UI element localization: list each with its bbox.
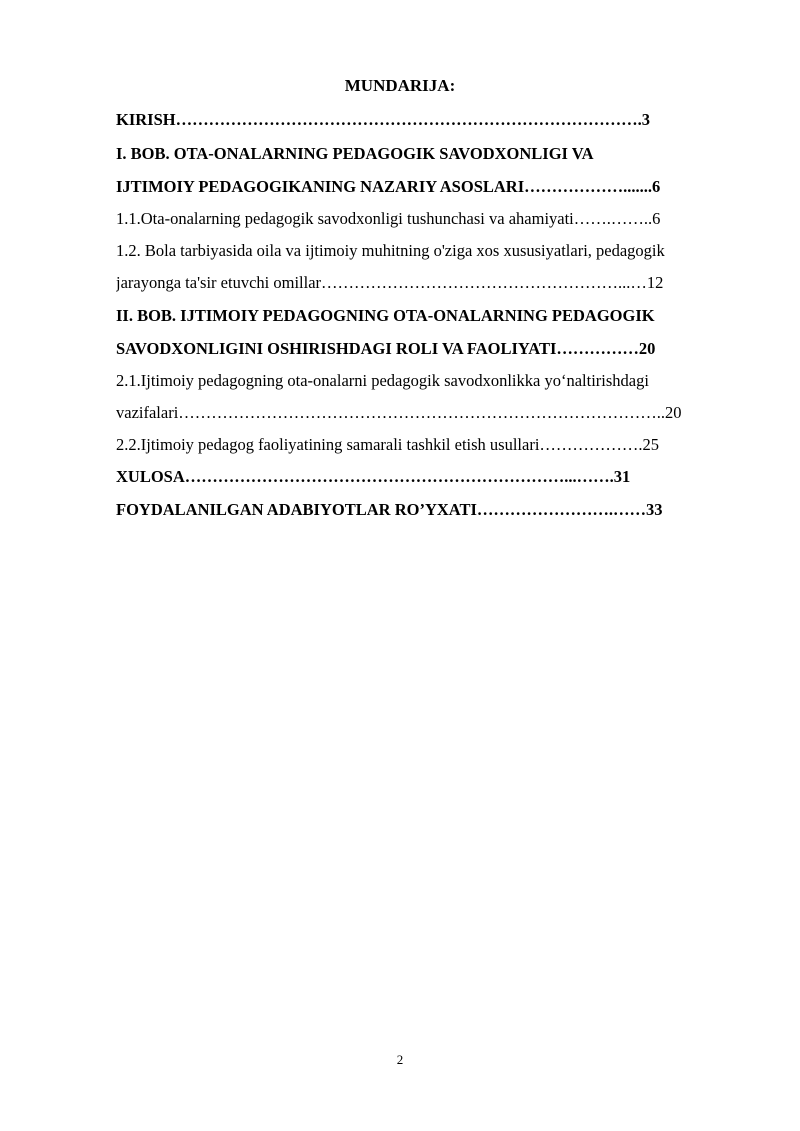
toc-entry-chapter-1-line-1: I. BOB. OTA-ONALARNING PEDAGOGIK SAVODXONLIGI VA	[116, 144, 594, 163]
toc-title: MUNDARIJA:	[344, 76, 456, 95]
toc-entry-xulosa: XULOSA……………………………………………………………...…….31	[116, 467, 631, 486]
page-number: 2	[396, 1052, 404, 1067]
toc-entry-section-1-2-line-1: 1.2. Bola tarbiyasida oila va ijtimoiy muhitning o'ziga xos xususiyatlari, pedagogik	[116, 241, 665, 260]
toc-entry-section-2-1-line-2: vazifalari……………………………………………………………………………..20	[116, 403, 682, 422]
toc-entry-chapter-1-line-2: IJTIMOIY PEDAGOGIKANING NAZARIY ASOSLARI……………….......6	[116, 177, 661, 196]
toc-entry-section-2-1-line-1: 2.1.Ijtimoiy pedagogning ota-onalarni pedagogik savodxonlikka yo‘naltirishdagi	[116, 371, 649, 390]
toc-entry-chapter-2-line-2: SAVODXONLIGINI OSHIRISHDAGI ROLI VA FAOLIYATI……………20	[116, 339, 656, 358]
toc-entry-kirish: KIRISH………………………………………………………………………….3	[116, 110, 650, 129]
toc-entry-section-2-2: 2.2.Ijtimoiy pedagog faoliyatining samarali tashkil etish usullari……………….25	[116, 435, 660, 454]
toc-entry-chapter-2-line-1: II. BOB. IJTIMOIY PEDAGOGNING OTA-ONALARNING PEDAGOGIK	[116, 306, 655, 325]
toc-entry-references: FOYDALANILGAN ADABIYOTLAR RO’YXATI…………………….……33	[116, 500, 663, 519]
toc-entry-section-1-2-line-2: jarayonga ta'sir etuvchi omillar………………………………………………...…12	[116, 273, 664, 292]
toc-entry-section-1-1: 1.1.Ota-onalarning pedagogik savodxonligi tushunchasi va ahamiyati…….……..6	[116, 209, 661, 228]
